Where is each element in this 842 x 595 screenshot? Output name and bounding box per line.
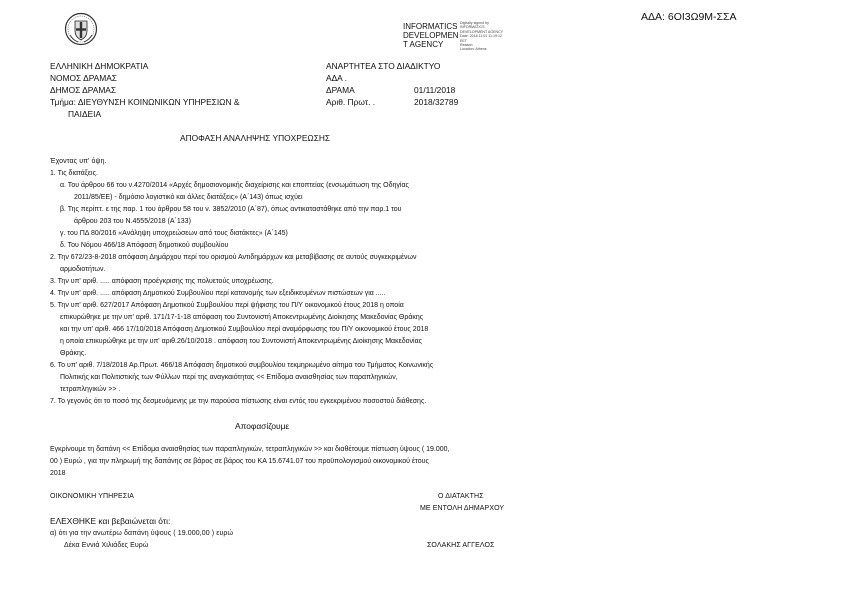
list-item: δ. Του Νόμου 466/18 Απόφαση δημοτικού συμβουλίου bbox=[60, 242, 229, 249]
decision-heading: Αποφασίζουμε bbox=[235, 421, 290, 431]
agency-name bbox=[403, 22, 459, 49]
list-item: επικυρώθηκε με την υπ' αριθ. 171/17-1-18 απόφαση του Συντονιστή Αποκεντρωμένης Διοίκησης Μακεδονίας Θράκης bbox=[60, 314, 424, 321]
signature-line: INFORMATICS bbox=[460, 25, 485, 30]
digital-signature bbox=[460, 21, 503, 52]
signature-line: EET bbox=[460, 38, 467, 43]
list-item: α. Του άρθρου 66 του ν.4270/2014 «Αρχές δημοσιονομικής διαχείρισης και εποπτείας (ενσωμάτωση της Οδηγίας bbox=[60, 182, 409, 189]
agency-line: DEVELOPMEN bbox=[403, 31, 459, 40]
body-line: 2018 bbox=[50, 470, 66, 477]
list-item: 7. Το γεγονός ότι το ποσό της δεσμευόμενης με την παρούσα πίστωσης είναι εντός του εγκεκριμένου ποσοστού διάθεσης. bbox=[50, 398, 427, 405]
signature-line: Location: Athens bbox=[460, 47, 487, 52]
financial-service: ΟΙΚΟΝΟΜΙΚΗ ΥΠΗΡΕΣΙΑ bbox=[50, 493, 135, 500]
header-municipality: ΔΗΜΟΣ ΔΡΑΜΑΣ bbox=[50, 85, 117, 95]
list-item: αρμοδιοτήτων. bbox=[60, 266, 106, 273]
list-item: 4. Την υπ' αριθ. ..... απόφαση Δημοτικού Συμβουλίου περί κατανομής των εξειδικευμένων πιστώσεων για ..... bbox=[50, 290, 386, 297]
checked-item-a: α) ότι για την ανωτέρω δαπάνη ύψους ( 19.000,00 ) ευρώ bbox=[50, 530, 234, 537]
list-item: γ. του ΠΔ 80/2016 «Ανάληψη υποχρεώσεων από τους διατάκτες» (Α΄145) bbox=[60, 230, 288, 237]
list-item: 5. Την υπ' αριθ. 627/2017 Απόφαση Δημοτικού Συμβουλίου περί ψήφισης του Π/Υ οικονομικού έτους 2018 η οποία bbox=[50, 302, 404, 309]
agency-line: T AGENCY bbox=[403, 40, 444, 49]
signature-line: DEVELOPMENT AGENCY bbox=[460, 29, 504, 34]
mayor-order: ΜΕ ΕΝΤΟΛΗ ΔΗΜΑΡΧΟΥ bbox=[420, 505, 505, 512]
amount-in-words: Δέκα Εννιά Χιλιάδες Ευρώ bbox=[64, 542, 149, 549]
checked-statement: ΕΛΕΧΘΗΚΕ και βεβαιώνεται ότι: bbox=[50, 516, 171, 526]
signature-line: Digitally signed by bbox=[460, 21, 489, 25]
document-title: ΑΠΟΦΑΣΗ ΑΝΑΛΗΨΗΣ ΥΠΟΧΡΕΩΣΗΣ bbox=[180, 133, 331, 143]
list-item: 2. Την 672/23-8-2018 απόφαση Δημάρχου περί του ορισμού Αντιδημάρχων και μεταβίβασης σε αυτούς συγκεκριμένων bbox=[50, 254, 417, 261]
list-item: Πολιτικής και Πολιτιστικής των Φύλλων περί της αναγκαιότητας << Επίδομα αναισθησίας των παραπληγικών, bbox=[60, 374, 398, 381]
list-item: Θράκης. bbox=[60, 350, 87, 357]
list-item: 1. Τις διατάξεις. bbox=[50, 170, 98, 177]
signer-name: ΣΟΛΑΚΗΣ ΑΓΓΕΛΟΣ bbox=[427, 542, 495, 549]
ada-code: ΑΔΑ: 6ΟΙ3Ω9Μ-ΣΣΑ bbox=[641, 11, 737, 23]
post-online-label: ΑΝΑΡΤΗΤΕΑ ΣΤΟ ΔΙΑΔΙΚΤΥΟ bbox=[326, 61, 441, 71]
agency-line: INFORMATICS bbox=[403, 22, 458, 31]
list-item: 6. Το υπ' αριθ. 7/18/2018 Αρ.Πρωτ. 466/18 Απόφαση δημοτικού συμβουλίου τεκμηριωμένο αίτημα του Τμήματος Κοινωνικής bbox=[50, 362, 434, 369]
body-line: Εγκρίνουμε τη δαπάνη << Επίδομα αναισθησίας των παραπληγικών, τετραπληγικών >> και διαθέτουμε πίστωση ύψους ( 19.000, bbox=[50, 446, 450, 453]
signature-line: Reason: bbox=[460, 43, 474, 48]
ada-label: ΑΔΑ . bbox=[326, 73, 347, 83]
signature-line: Date: 2018.11.01 11:19:12 bbox=[460, 34, 503, 39]
header-department-cont: ΠΑΙΔΕΙΑ bbox=[68, 109, 102, 119]
list-item: 2011/85/ΕΕ) - δημόσιο λογιστικό και άλλες διατάξεις» (Α΄143) όπως ισχύει bbox=[74, 194, 303, 201]
header-country: ΕΛΛΗΝΙΚΗ ΔΗΜΟΚΡΑΤΙΑ bbox=[50, 61, 149, 71]
greek-emblem-icon bbox=[64, 12, 98, 46]
list-item: η οποία επικυρώθηκε με την υπ' αριθ.26/10/2018 . απόφαση του Συντονιστή Αποκεντρωμένης Διοίκησης Μακεδονίας bbox=[60, 338, 422, 345]
list-item: άρθρου 203 του Ν.4555/2018 (Α΄133) bbox=[74, 218, 191, 225]
city-label: ΔΡΑΜΑ bbox=[326, 85, 355, 95]
list-item: 3. Την υπ' αριθ. ..... απόφαση προέγκρισης της πολυετούς υποχρέωσης. bbox=[50, 278, 274, 285]
body-line: 00 ) Ευρώ , για την πληρωμή της δαπάνης σε βάρος σε βάρος του ΚΑ 15.6741.07 του προϋπολογισμού οικονομικού έτους bbox=[50, 458, 429, 465]
list-item: και την υπ' αριθ. 466 17/10/2018 Απόφαση Δημοτικού Συμβουλίου περί αναμόρφωσης του Π/Υ οικονομικού έτους 2018 bbox=[60, 326, 429, 333]
protocol-number: 2018/32789 bbox=[414, 97, 459, 107]
header-prefecture: ΝΟΜΟΣ ΔΡΑΜΑΣ bbox=[50, 73, 117, 83]
header-department: Τμήμα: ΔΙΕΥΘΥΝΣΗ ΚΟΙΝΩΝΙΚΩΝ ΥΠΗΡΕΣΙΩΝ & bbox=[50, 97, 240, 107]
issuer-title: Ο ΔΙΑΤΑΚΤΗΣ bbox=[438, 493, 484, 500]
document-date: 01/11/2018 bbox=[414, 85, 456, 95]
list-item: τετραπληγικών >> . bbox=[60, 386, 121, 393]
intro-text: Έχοντας υπ' όψη. bbox=[50, 158, 107, 165]
list-item: β. Της περίπτ. ε της παρ. 1 του άρθρου 58 του ν. 3852/2010 (Α΄87), όπως αντικαταστάθηκε από την παρ.1 του bbox=[60, 206, 402, 213]
protocol-label: Αριθ. Πρωτ. . bbox=[326, 97, 376, 107]
